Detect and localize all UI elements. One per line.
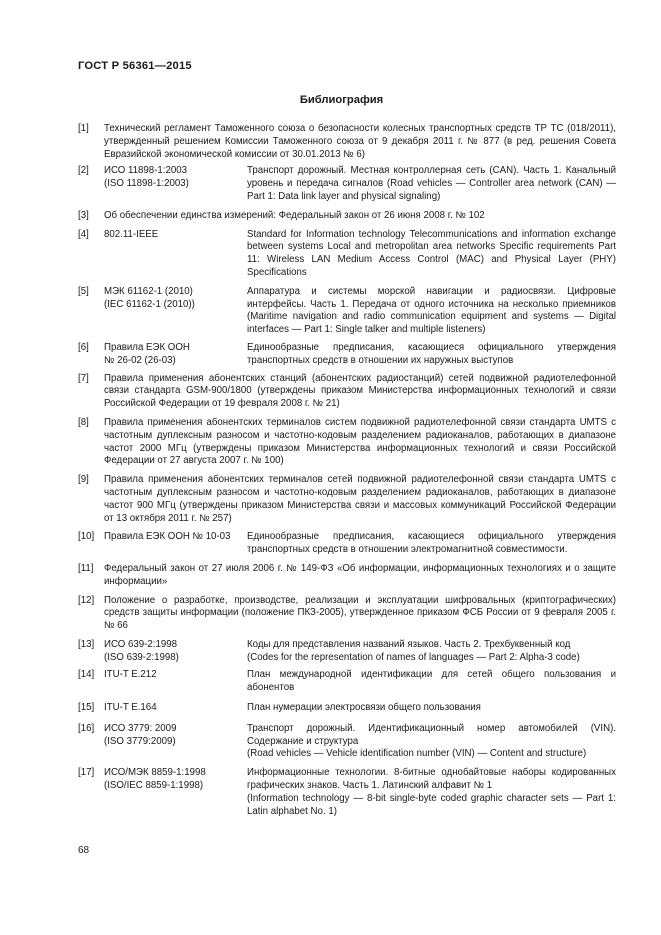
bib-entry-17: [78, 767, 616, 818]
entry-number: [4]: [78, 228, 89, 240]
entry-text: Положение о разработке, производстве, реализации и эксплуатации шифровальных (криптографических) средств защиты информации (положение ПКЗ-2005), утвержденное приказом ФСБ России от 9 февраля 2005 г. № 66: [104, 594, 616, 632]
entry-code: МЭК 61162-1 (2010) (IEC 61162-1 (2010)): [104, 285, 195, 310]
entry-code: ИСО 639-2:1998 (ISO 639-2:1998): [104, 638, 179, 663]
bib-entry-6: [78, 342, 616, 368]
entry-code: 802.11-IEEE: [104, 228, 159, 240]
entry-number: [1]: [78, 123, 89, 134]
entry-code: ITU-T E.164: [104, 702, 157, 714]
bib-entry-11: [78, 563, 616, 589]
entry-number: [7]: [78, 372, 89, 384]
entry-text: Правила применения абонентских станций (абонентских радиостанций) сетей подвижной радиотелефонной связи стандарта GSM-900/1800 (утверждены приказом Министерства информационных технологий и связи Российской Федерации от 19 февраля 2008 г. № 21): [104, 372, 616, 410]
bib-entry-5: [78, 286, 616, 337]
bib-entry-9: [78, 474, 616, 525]
entry-number: [14]: [78, 669, 95, 681]
entry-text: Правила применения абонентских терминалов систем подвижной радиотелефонной связи стандарта UMTS с частотным дуплексным разносом и частотно-кодовым разделением радиоканалов, работающих в диапазоне частот 2000 МГц (утверждены приказом Министерства информационных технологий и связи Российской Федерации от 27 августа 2007 г. № 100): [104, 416, 616, 467]
entry-number: [9]: [78, 474, 89, 486]
bib-entry-2: [78, 165, 616, 203]
section-title: Библиография: [299, 94, 384, 106]
entry-description: Транспорт дорожный. Местная контроллерная сеть (CAN). Часть 1. Канальный уровень и передача сигналов (Road vehicles — Controller area network (CAN) — Part 1: Data link layer and physical signaling): [247, 165, 616, 202]
entry-number: [2]: [78, 165, 89, 177]
entry-description: Коды для представления названий языков. Часть 2. Трехбуквенный код (Codes for the representation of names of languages — Part 2: Alpha-3 code): [247, 638, 580, 663]
entry-code: ИСО 11898-1:2003 (ISO 11898-1:2003): [104, 165, 189, 190]
entry-number: [12]: [78, 594, 95, 606]
entry-code: ИСО 3779: 2009 (ISO 3779:2009): [104, 722, 177, 747]
entry-number: [3]: [78, 209, 89, 221]
entry-text: Правила применения абонентских терминалов сетей подвижной радиотелефонной связи стандарта UMTS с частотным дуплексным разносом и частотно-кодовым разделением радиоканалов, работающих в диапазоне частот 900 МГц (утверждены приказом Министерства связи и массовых коммуникаций Российской Федерации от 13 октября 2011 г. № 257): [104, 474, 616, 524]
entry-text: Об обеспечении единства измерений: Федеральный закон от 26 июня 2008 г. № 102: [104, 209, 485, 221]
entry-description: План нумерации электросвязи общего пользования: [247, 702, 481, 714]
entry-code: ИСО/МЭК 8859-1:1998 (ISO/IEC 8859-1:1998): [104, 767, 206, 792]
entry-code: ITU-T E.212: [104, 669, 157, 681]
entry-number: [13]: [78, 638, 95, 650]
entry-number: [5]: [78, 285, 89, 297]
entry-number: [15]: [78, 702, 95, 714]
entry-description: Standard for Information technology Telecommunications and information exchange between systems Local and metropolitan area networks Specific requirements Part 11: Wireless LAN Medium Access Control (MAC) and Physical Layer (PHY) Specifications: [247, 228, 616, 278]
page-number: 68: [78, 845, 90, 856]
bibliography-list: [78, 123, 616, 818]
bib-entry-8: [78, 417, 616, 468]
bib-entry-15: [78, 702, 616, 715]
entry-number: [10]: [78, 531, 95, 543]
entry-description: Единообразные предписания, касающиеся официального утверждения транспортных средств в отношении их наружных выступов: [247, 341, 616, 366]
bib-entry-13: [78, 639, 616, 665]
entry-code: Правила ЕЭК ООН № 26-02 (26-03): [104, 341, 190, 366]
bib-entry-16: [78, 723, 616, 761]
entry-text: Федеральный закон от 27 июля 2006 г. № 149-ФЗ «Об информации, информационных технологиях и о защите информации»: [104, 562, 616, 587]
entry-description: Транспорт дорожный. Идентификационный номер автомобилей (VIN). Содержание и структура (Road vehicles — Vehicle identification number (VIN) — Content and structure): [247, 722, 616, 760]
bib-entry-12: [78, 595, 616, 633]
entry-code: Правила ЕЭК ООН № 10-03: [104, 531, 231, 543]
bib-entry-3: [78, 210, 616, 223]
entry-text: Технический регламент Таможенного союза о безопасности колесных транспортных средств ТР ТС (018/2011), утвержденный решением Комиссии Таможенного союза от 9 декабря 2011 г. № 877 (в ред. решения Совета Евразийской экономической комиссии от 30.01.2013 № 6): [104, 123, 616, 160]
bib-entry-7: [78, 373, 616, 411]
entry-number: [8]: [78, 416, 89, 428]
standard-header: ГОСТ Р 56361—2015: [78, 60, 192, 72]
bib-entry-1: [78, 123, 616, 161]
bib-entry-14: [78, 669, 616, 695]
entry-number: [11]: [78, 562, 94, 574]
entry-description: Аппаратура и системы морской навигации и радиосвязи. Цифровые интерфейсы. Часть 1. Передача от одного источника на несколько приемников (Maritime navigation and radio communication equipment and systems — Digital interfaces — Part 1: Single talker and multiple listeners): [247, 285, 616, 336]
entry-number: [17]: [78, 767, 95, 779]
entry-description: План международной идентификации для сетей общего пользования и абонентов: [247, 669, 616, 694]
bib-entry-10: [78, 531, 616, 557]
entry-description: Информационные технологии. 8-битные однобайтовые наборы кодированных графических знаков. Часть 1. Латинский алфавит № 1 (Information technology — 8-bit single-byte coded graphic character sets — Part 1: Latin alphabet No. 1): [247, 767, 616, 817]
entry-number: [16]: [78, 722, 95, 734]
entry-number: [6]: [78, 341, 89, 353]
bib-entry-4: [78, 229, 616, 280]
entry-description: Единообразные предписания, касающиеся официального утверждения транспортных средств в отношении электромагнитной совместимости.: [247, 531, 616, 556]
